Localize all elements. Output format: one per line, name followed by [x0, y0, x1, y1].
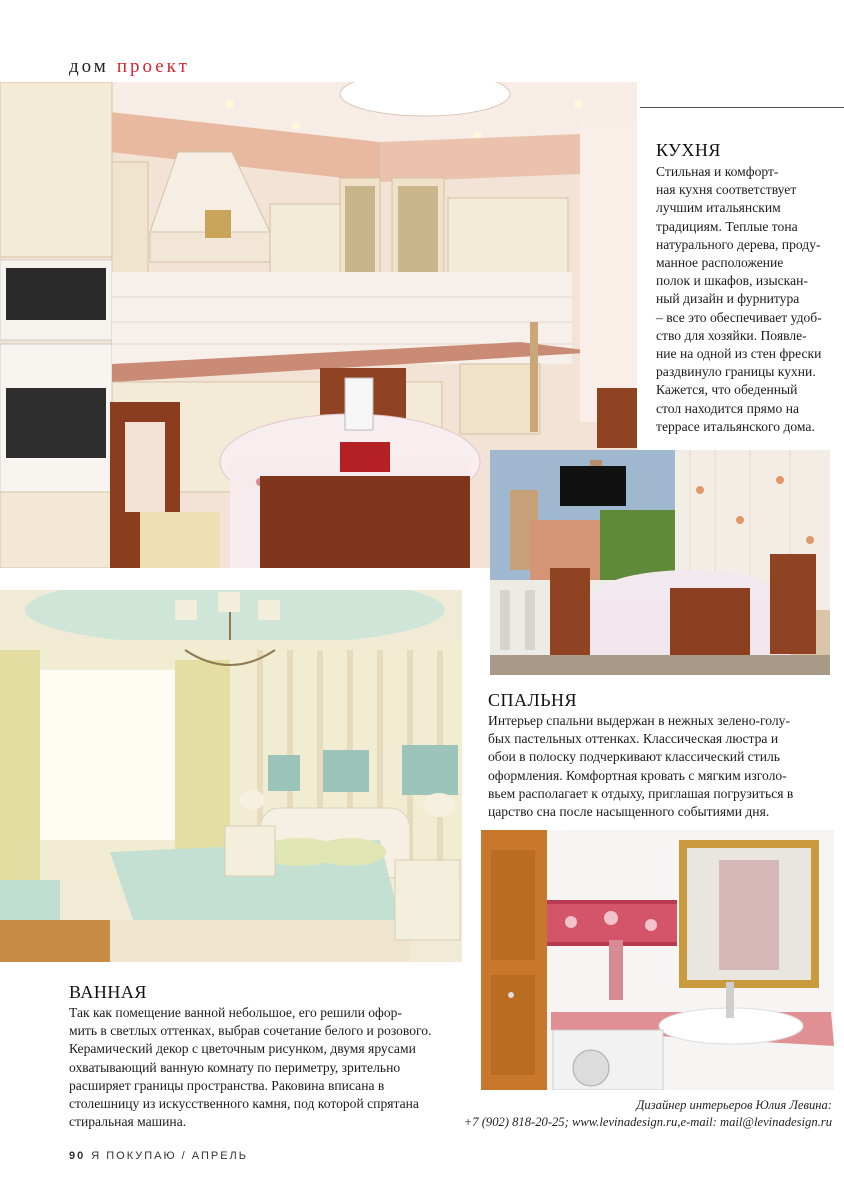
kitchen-text-line: ная кухня соответствует [656, 182, 797, 198]
magazine-name: Я ПОКУПАЮ / АПРЕЛЬ [91, 1150, 248, 1162]
kitchen-text-line: ство для хозяйки. Появле- [656, 327, 807, 343]
kitchen-text-line: традициям. Теплые тона [656, 218, 798, 234]
bathroom-text-line: стиральная машина. [69, 1114, 187, 1130]
page-footer [69, 1150, 248, 1162]
header-rule [640, 107, 844, 108]
rubric-label: проект [116, 56, 190, 77]
kitchen-text-line: полок и шкафов, изыскан- [656, 273, 808, 289]
kitchen-text-line: Кажется, что обеденный [656, 382, 798, 398]
kitchen-text-line: лучшим итальянским [656, 200, 781, 216]
kitchen-text-line: манное расположение [656, 255, 784, 271]
kitchen-title: КУХНЯ [656, 140, 721, 160]
kitchen-text-line: раздвинуло границы кухни. [656, 364, 816, 380]
bathroom-photo [481, 830, 834, 1090]
dining-fresco-photo [490, 450, 830, 675]
bathroom-text-line: расширяет границы пространства. Раковина вписана в [69, 1077, 385, 1093]
section-label: дом [69, 56, 109, 77]
bathroom-text-line: столешницу из искусственного камня, под которой спрятана [69, 1096, 419, 1112]
bedroom-text-line: вьем располагает к отдыху, приглашая погрузиться в [488, 785, 794, 801]
credit-contacts-line: +7 (902) 818-20-25; www.levinadesign.ru,e-mail: mail@levinadesign.ru [463, 1115, 832, 1129]
bathroom-text-line: охватывающий ванную комнату по периметру, зрительно [69, 1059, 401, 1075]
bathroom-text-line: Керамический декор с цветочным рисунком, двумя ярусами [69, 1041, 416, 1057]
bathroom-text-line: Так как помещение ванной небольшое, его решили офор- [69, 1005, 402, 1020]
kitchen-text-line: Стильная и комфорт- [656, 164, 779, 179]
kitchen-text-line: террасе итальянского дома. [656, 418, 815, 434]
bedroom-text-line: царство сна после насыщенного событиями дня. [488, 804, 770, 820]
bedroom-title: СПАЛЬНЯ [488, 690, 578, 710]
bedroom-text-line: бых пастельных оттенках. Классическая люстра и [488, 731, 779, 747]
bedroom-text-line: обои в полоску подчеркивают классический стиль [488, 749, 780, 765]
kitchen-text-line: ние на одной из стен фрески [656, 346, 822, 362]
bathroom-title: ВАННАЯ [69, 982, 147, 1002]
kitchen-text-line: ный дизайн и фурнитура [656, 291, 800, 307]
kitchen-text-line: – все это обеспечивает удоб- [656, 309, 822, 325]
section-header [69, 56, 190, 78]
page-number: 90 [69, 1150, 86, 1162]
bedroom-text-line: Интерьер спальни выдержан в нежных зелено-голу- [488, 713, 790, 728]
kitchen-paragraph [656, 163, 842, 436]
bathroom-text-line: мить в светлых оттенках, выбрав сочетание белого и розового. [69, 1023, 432, 1039]
bedroom-render [0, 590, 462, 962]
designer-credit [392, 1097, 832, 1131]
kitchen-text-line: натурального дерева, проду- [656, 236, 821, 252]
bedroom-text-line: оформления. Комфортная кровать с мягким изголо- [488, 767, 787, 783]
bedroom-paragraph [488, 712, 838, 821]
kitchen-text-line: стол находится прямо на [656, 400, 799, 416]
credit-designer-line: Дизайнер интерьеров Юлия Левина: [636, 1098, 832, 1112]
